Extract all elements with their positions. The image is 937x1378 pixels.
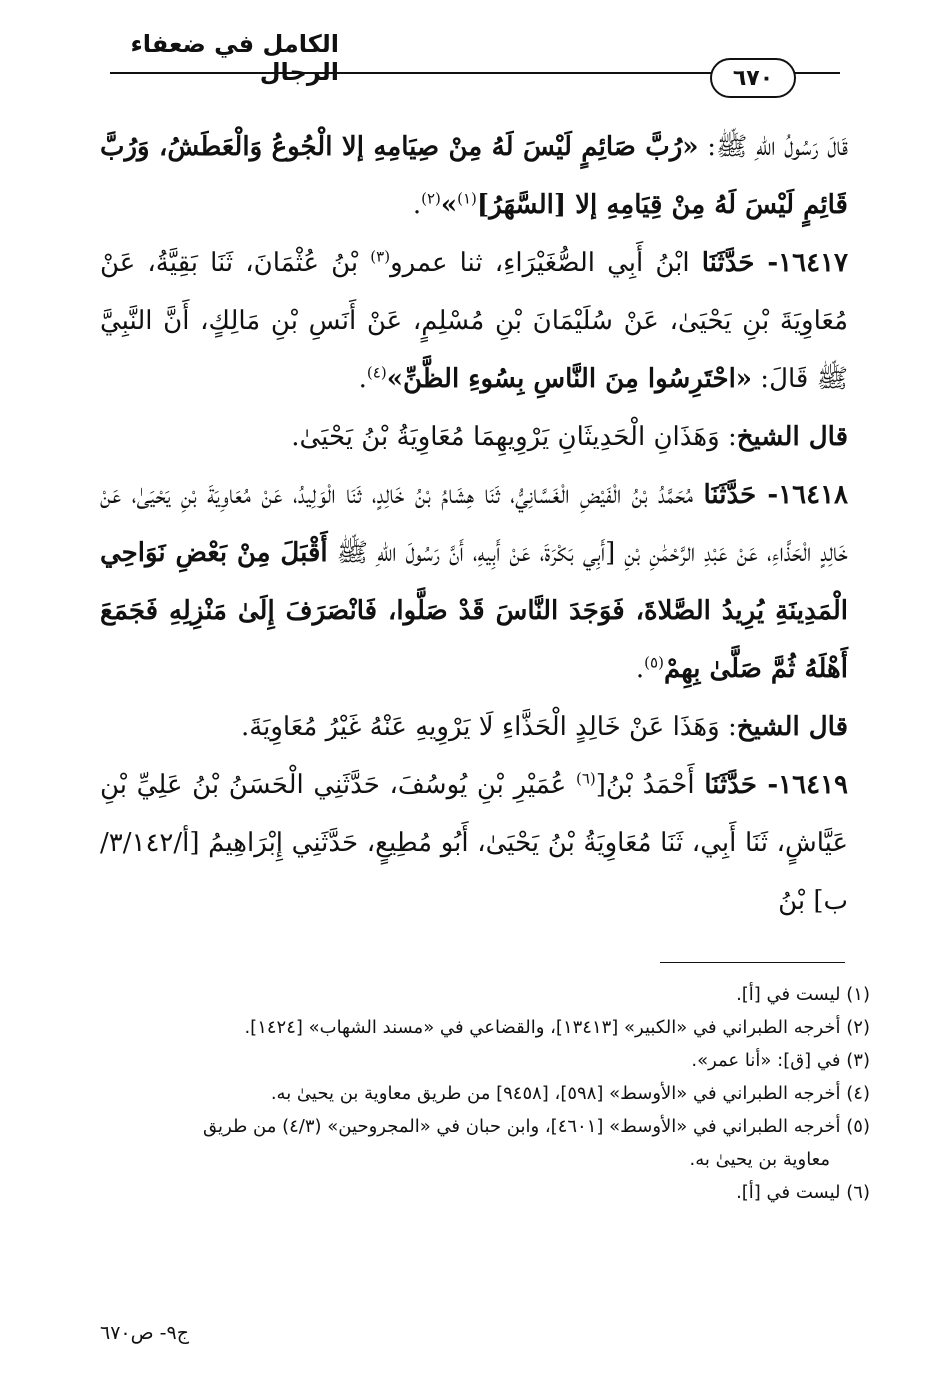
footnote-text: أخرجه الطبراني في «الأوسط» [٥٩٨]، [٩٤٥٨] من طريق معاوية بن يحيىٰ به. bbox=[270, 1083, 841, 1104]
footnote-separator bbox=[660, 962, 845, 963]
footnote-4 bbox=[100, 1077, 870, 1110]
footnote-6 bbox=[100, 1176, 870, 1209]
hadith-quote: «احْتَرِسُوا مِنَ النَّاسِ بِسُوءِ الظَّنِّ» bbox=[386, 364, 753, 394]
footnote-5-continuation: معاوية بن يحيىٰ به. bbox=[689, 1149, 830, 1170]
footnote-text: أخرجه الطبراني في «الكبير» [١٣٤١٣]، والقضاعي في «مسند الشهاب» [١٤٢٤]. bbox=[244, 1017, 841, 1038]
text-segment: : وَهَذَا عَنْ خَالِدٍ الْحَذَّاءِ لَا يَرْوِيهِ عَنْهُ غَيْرُ مُعَاوِيَةَ. bbox=[240, 712, 737, 742]
footnote-2 bbox=[100, 1011, 870, 1044]
footnote-3 bbox=[100, 1044, 870, 1077]
paragraph-hadith-intro bbox=[100, 118, 848, 234]
hadith-number: ١٦٤١٨- bbox=[756, 480, 849, 510]
text-segment: . bbox=[358, 364, 367, 394]
footnote-text: ليست في [أ]. bbox=[736, 984, 841, 1005]
paragraph-hadith-16419 bbox=[100, 756, 848, 930]
hadith-number: ١٦٤١٧- bbox=[754, 248, 848, 278]
text-segment: أَحْمَدُ بْنُ[ bbox=[595, 770, 705, 800]
hadith-number: ١٦٤١٩- bbox=[756, 770, 848, 800]
page-number: ٦٧٠ bbox=[710, 58, 796, 98]
footnote-marker: (٦) bbox=[575, 769, 596, 788]
footnote-text: في [ق]: «أنا عمر». bbox=[691, 1050, 841, 1071]
footnote-number: (٣) bbox=[846, 1050, 870, 1071]
footnote-5 bbox=[100, 1110, 870, 1143]
paragraph-hadith-16417 bbox=[100, 234, 848, 408]
footnote-number: (١) bbox=[846, 984, 870, 1005]
running-title: الكامل في ضعفاء الرجال bbox=[130, 30, 339, 86]
hadith-quote: أَقْبَلَ مِنْ بَعْضِ نَوَاحِي الْمَدِينَةِ يُرِيدُ الصَّلاةَ، فَوَجَدَ النَّاسَ قَدْ صَلَّوا، فَانْصَرَفَ إِلَىٰ مَنْزِلِهِ فَجَمَعَ أَهْلَهُ ثُمَّ صَلَّىٰ بِهِمْ bbox=[100, 538, 848, 684]
narration-keyword: حَدَّثَنَا bbox=[701, 248, 755, 278]
quote-close: » bbox=[440, 190, 458, 220]
footnotes bbox=[100, 978, 870, 1209]
text-segment: ابْنُ أَبِي الصُّغَيْرَاءِ، ثنا عمرو bbox=[390, 248, 702, 278]
footnote-text: ليست في [أ]. bbox=[736, 1182, 841, 1203]
text-segment: بْنُ عُثْمَانَ، ثَنَا بَقِيَّةُ، عَنْ مُعَاوِيَةَ بْنِ يَحْيَىٰ، عَنْ سُلَيْمَانَ بْنِ مُسْلِمٍ، عَنْ أَنَسِ بْنِ مَالِكٍ، أَنَّ النَّبِيَّ ﷺ قَالَ: bbox=[100, 248, 848, 394]
paragraph-sheikh-comment-2 bbox=[100, 698, 848, 756]
text-segment: عُمَيْرِ بْنِ يُوسُفَ، حَدَّثَنِي الْحَسَنُ بْنُ عَلِيِّ بْنِ عَيَّاشٍ، ثَنَا أَبِي، ثَنَا مُعَاوِيَةُ بْنُ يَحْيَىٰ، أَبُو مُطِيعٍ، حَدَّثَنِي إِبْرَاهِيمُ [أ/٣/١٤٢/ب] بْنُ bbox=[100, 770, 848, 916]
hadith-quote: «رُبَّ صَائِمٍ لَيْسَ لَهُ مِنْ صِيَامِهِ إلا الْجُوعُ وَالْعَطَشُ، وَرُبَّ قَائِمٍ لَيْسَ لَهُ مِنْ قِيَامِهِ إلا [السَّهَرُ] bbox=[100, 132, 848, 220]
footnote-marker: (٥) bbox=[644, 653, 664, 672]
sheikh-label: قال الشيخ bbox=[736, 712, 848, 742]
body-text bbox=[100, 118, 848, 930]
footnote-1 bbox=[100, 978, 870, 1011]
text-segment: : وَهَذَانِ الْحَدِيثَانِ يَرْوِيهِمَا مُعَاوِيَةُ بْنُ يَحْيَىٰ. bbox=[291, 422, 737, 452]
volume-page-reference: ج٩- ص٦٧٠ bbox=[100, 1322, 189, 1344]
paragraph-hadith-16418 bbox=[100, 466, 848, 698]
footnote-number: (٥) bbox=[846, 1116, 870, 1137]
text-segment: قَالَ رَسُولُ اللهِ ﷺ: bbox=[698, 132, 848, 162]
narration-keyword: حَدَّثَنَا bbox=[704, 770, 757, 800]
narration-keyword: حَدَّثَنَا bbox=[703, 480, 757, 510]
footnote-marker: (٢) bbox=[421, 189, 441, 208]
text-segment: . bbox=[635, 654, 645, 684]
paragraph-sheikh-comment-1 bbox=[100, 408, 848, 466]
footnote-number: (٢) bbox=[846, 1017, 870, 1038]
footnote-marker: (١) bbox=[457, 189, 477, 208]
footnote-number: (٤) bbox=[846, 1083, 870, 1104]
footnote-text: أخرجه الطبراني في «الأوسط» [٤٦٠١]، وابن حبان في «المجروحين» (٤/٣) من طريق bbox=[203, 1116, 841, 1137]
footnote-marker: (٣) bbox=[370, 247, 391, 266]
sheikh-label: قال الشيخ bbox=[736, 422, 848, 452]
text-segment: . bbox=[412, 190, 422, 220]
text-segment: مُحَمَّدُ بْنُ الْفَيْضِ الْغَسَّانِيُّ، ثَنَا هِشَامُ بْنُ خَالِدٍ، ثَنَا الْوَلِيدُ، عَنْ مُعَاوِيَةَ بْنِ يَحْيَىٰ، عَنْ خَالِدٍ الْحَذَّاءِ، عَنْ عَبْدِ الرَّحْمَٰنِ بْنِ [أَبِي بَكْرَةَ، عَنْ أَبِيهِ، أَنَّ رَسُولَ اللهِ ﷺ bbox=[100, 480, 848, 568]
footnote-marker: (٤) bbox=[366, 363, 387, 382]
footnote-number: (٦) bbox=[846, 1182, 870, 1203]
